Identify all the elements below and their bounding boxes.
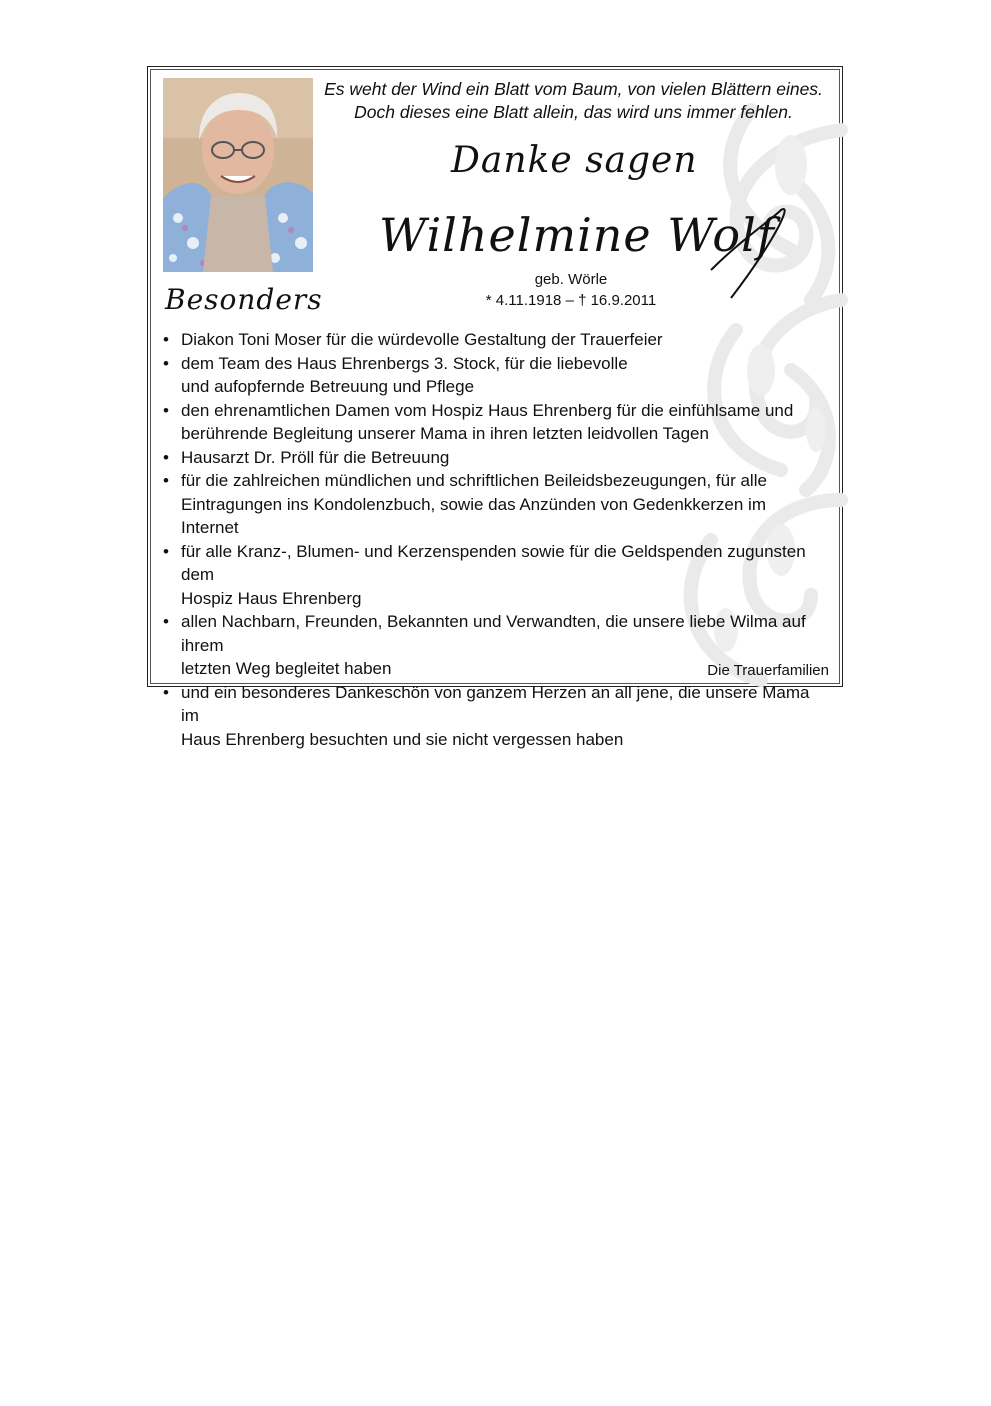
bullet-icon: • (163, 447, 169, 467)
deceased-name: Wilhelmine Wolf (379, 208, 775, 262)
list-item (163, 352, 828, 399)
thanks-heading: Danke sagen (451, 140, 698, 181)
list-item (163, 328, 828, 352)
quote-line-1: Es weht der Wind ein Blatt vom Baum, von vielen Blättern eines. (324, 79, 823, 99)
list-item-text: allen Nachbarn, Freunden, Bekannten und Verwandten, die unsere liebe Wilma auf ihrem letzten Weg begleitet haben (181, 612, 806, 678)
list-item (163, 540, 828, 611)
list-item-text: und ein besonderes Dankeschön von ganzem Herzen an all jene, die unsere Mama im Haus Ehrenberg besuchten und sie nicht vergessen haben (181, 682, 810, 749)
list-item-text: für alle Kranz-, Blumen- und Kerzenspenden sowie für die Geldspenden zugunsten dem Hospiz Haus Ehrenberg (181, 541, 806, 608)
ad-frame (150, 69, 840, 749)
list-item (163, 469, 828, 540)
besonders-heading: Besonders (165, 283, 323, 316)
bullet-icon: • (163, 471, 169, 490)
quote-line-2: Doch dieses eine Blatt allein, das wird uns immer fehlen. (354, 102, 793, 122)
portrait-photo (163, 78, 313, 272)
list-item (163, 399, 828, 446)
bullet-icon: • (163, 330, 169, 349)
bullet-icon: • (163, 682, 169, 702)
list-item-text: den ehrenamtlichen Damen vom Hospiz Haus Ehrenberg für die einfühlsame und berührende Begleitung unserer Mama in ihren letzten leidvollen Tagen (181, 400, 794, 443)
list-item-text: Diakon Toni Moser für die würdevolle Gestaltung der Trauerfeier (181, 330, 663, 349)
birth-info (471, 269, 671, 311)
list-item-text: für die zahlreichen mündlichen und schriftlichen Beileidsbezeugungen, für alle Eintragungen ins Kondolenzbuch, sowie das Anzünden von Gedenkkerzen im Internet (181, 471, 767, 537)
bullet-icon: • (163, 541, 169, 561)
list-item-text: dem Team des Haus Ehrenbergs 3. Stock, für die liebevolle und aufopfernde Betreuung und Pflege (181, 353, 628, 396)
obituary-ad (147, 66, 843, 749)
signature: Die Trauerfamilien (707, 662, 829, 679)
list-item-text: Hausarzt Dr. Pröll für die Betreuung (181, 447, 450, 467)
name-flourish (701, 200, 801, 300)
list-item (163, 681, 828, 752)
birth-name: geb. Wörle (534, 271, 608, 288)
life-dates: * 4.11.1918 – † 16.9.2011 (485, 292, 657, 309)
bullet-icon: • (163, 612, 169, 631)
thanks-list (163, 328, 828, 751)
poem-quote (321, 78, 826, 124)
bullet-icon: • (163, 400, 169, 420)
list-item (163, 446, 828, 470)
bullet-icon: • (163, 353, 169, 373)
